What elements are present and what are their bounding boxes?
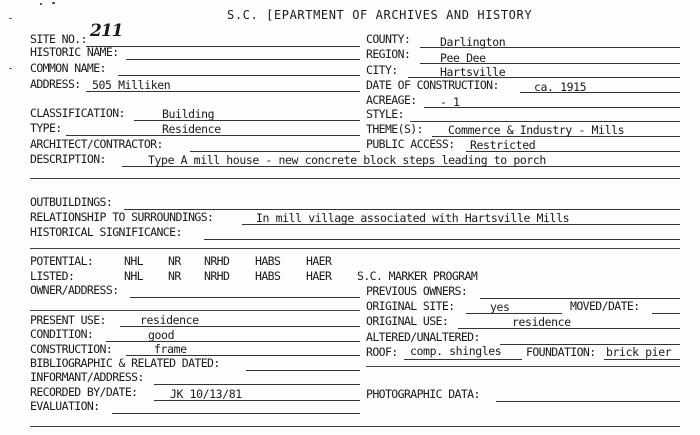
county-label: COUNTY:	[366, 32, 411, 46]
potential-habs: HABS	[255, 254, 281, 268]
listed-nhl: NHL	[124, 269, 143, 283]
roof-value: comp. shingles	[410, 344, 502, 358]
region-value: Pee Dee	[440, 51, 486, 65]
relationship-value: In mill village associated with Hartsville Mills	[256, 211, 570, 225]
common-name-line	[118, 75, 360, 76]
original-use-value: residence	[512, 315, 571, 329]
punch-mark	[9, 18, 12, 19]
photographic-data-line	[496, 401, 680, 402]
condition-label: CONDITION:	[30, 327, 94, 341]
theme-line	[432, 136, 680, 137]
classification-line	[134, 120, 360, 121]
condition-line	[106, 341, 360, 342]
scan-speck	[52, 2, 55, 4]
original-use-line	[458, 328, 680, 329]
architect-line	[190, 151, 360, 152]
site-no-line	[86, 46, 360, 47]
historic-name-label: HISTORIC NAME:	[30, 45, 119, 59]
region-label: REGION:	[366, 47, 411, 61]
public-access-label: PUBLIC ACCESS:	[366, 137, 455, 151]
county-line	[420, 47, 680, 48]
description-label: DESCRIPTION:	[30, 152, 106, 166]
architect-label: ARCHITECT/CONTRACTOR:	[30, 137, 163, 151]
original-site-label: ORIGINAL SITE:	[366, 299, 455, 313]
date-of-construction-line	[520, 92, 680, 93]
relationship-line	[242, 224, 680, 225]
foundation-label: FOUNDATION:	[526, 345, 596, 359]
recorded-by-date-label: RECORDED BY/DATE:	[30, 385, 138, 399]
date-of-construction-label: DATE OF CONSTRUCTION:	[366, 78, 499, 92]
owner-address-label: OWNER/ADDRESS:	[30, 283, 119, 297]
moved-date-line	[652, 313, 680, 314]
address-line	[86, 91, 360, 92]
style-label: STYLE:	[366, 107, 404, 121]
condition-value: good	[148, 328, 175, 342]
public-access-value: Restricted	[470, 138, 536, 152]
original-use-label: ORIGINAL USE:	[366, 314, 449, 328]
acreage-line	[424, 107, 680, 108]
potential-label: POTENTIAL:	[30, 254, 94, 268]
present-use-value: residence	[140, 313, 199, 327]
marker-program-label: S.C. MARKER PROGRAM	[357, 269, 478, 283]
construction-label: CONSTRUCTION:	[30, 342, 113, 356]
roof-line	[404, 359, 522, 360]
city-value: Hartsville	[440, 65, 506, 79]
type-value: Residence	[162, 122, 221, 136]
moved-date-label: MOVED/DATE:	[570, 299, 640, 313]
potential-nr: NR	[168, 254, 181, 268]
listed-label: LISTED:	[30, 269, 75, 283]
public-access-line	[466, 151, 680, 152]
present-use-line	[120, 326, 360, 327]
owner-address-line	[130, 297, 360, 298]
owner-line-2	[30, 310, 360, 311]
theme-label: THEME(S):	[366, 122, 423, 136]
bibliographic-line	[246, 370, 360, 371]
classification-label: CLASSIFICATION:	[30, 106, 125, 120]
listed-haer: HAER	[306, 269, 332, 283]
description-value: Type A mill house - new concrete block steps leading to porch	[148, 153, 546, 167]
acreage-label: ACREAGE:	[366, 93, 417, 107]
present-use-label: PRESENT USE:	[30, 313, 106, 327]
roof-line-2	[366, 366, 680, 367]
original-site-line	[466, 313, 562, 314]
potential-nrhd: NRHD	[204, 254, 230, 268]
original-site-value: yes	[490, 300, 510, 314]
foundation-line	[604, 359, 680, 360]
recorded-by-date-line	[154, 400, 360, 401]
description-line-2	[30, 178, 680, 179]
bibliographic-label: BIBLIOGRAPHIC & RELATED DATED:	[30, 356, 220, 370]
acreage-value: - 1	[440, 95, 460, 109]
construction-value: frame	[154, 342, 187, 356]
address-value: 505 Milliken	[92, 78, 171, 92]
county-value: Darlington	[440, 35, 506, 49]
date-of-construction-value: ca. 1915	[534, 80, 587, 94]
photographic-data-label: PHOTOGRAPHIC DATA:	[366, 387, 480, 401]
historical-significance-label: HISTORICAL SIGNIFICANCE:	[30, 225, 182, 239]
potential-nhl: NHL	[124, 254, 143, 268]
description-line	[122, 166, 680, 167]
punch-mark	[9, 68, 12, 69]
potential-haer: HAER	[306, 254, 332, 268]
type-label: TYPE:	[30, 121, 62, 135]
outbuildings-label: OUTBUILDINGS:	[30, 195, 113, 209]
historical-significance-line	[204, 239, 680, 240]
significance-line-2	[30, 248, 680, 249]
city-label: CITY:	[366, 63, 398, 77]
informant-address-label: INFORMANT/ADDRESS:	[30, 370, 144, 384]
evaluation-line	[112, 413, 360, 414]
relationship-label: RELATIONSHIP TO SURROUNDINGS:	[30, 210, 214, 224]
scan-speck	[40, 3, 42, 5]
listed-nrhd: NRHD	[204, 269, 230, 283]
theme-value: Commerce & Industry - Mills	[448, 123, 625, 137]
listed-nr: NR	[168, 269, 181, 283]
recorded-by-date-value: JK 10/13/81	[170, 387, 242, 401]
type-line	[66, 135, 360, 136]
altered-unaltered-label: ALTERED/UNALTERED:	[366, 330, 480, 344]
evaluation-line-2	[30, 426, 680, 427]
common-name-label: COMMON NAME:	[30, 61, 106, 75]
site-no-label: SITE NO.:	[30, 32, 87, 46]
listed-habs: HABS	[255, 269, 281, 283]
form-title: S.C. [EPARTMENT OF ARCHIVES AND HISTORY	[227, 8, 533, 22]
historic-name-line	[126, 59, 360, 60]
site-no-value: 211	[90, 21, 123, 41]
address-label: ADDRESS:	[30, 77, 81, 91]
region-line	[420, 63, 680, 64]
previous-owners-label: PREVIOUS OWNERS:	[366, 284, 468, 298]
style-line	[410, 121, 680, 122]
foundation-value: brick pier	[606, 345, 672, 359]
roof-label: ROOF:	[366, 345, 398, 359]
classification-value: Building	[162, 107, 215, 121]
informant-address-line	[154, 384, 360, 385]
evaluation-label: EVALUATION:	[30, 399, 100, 413]
